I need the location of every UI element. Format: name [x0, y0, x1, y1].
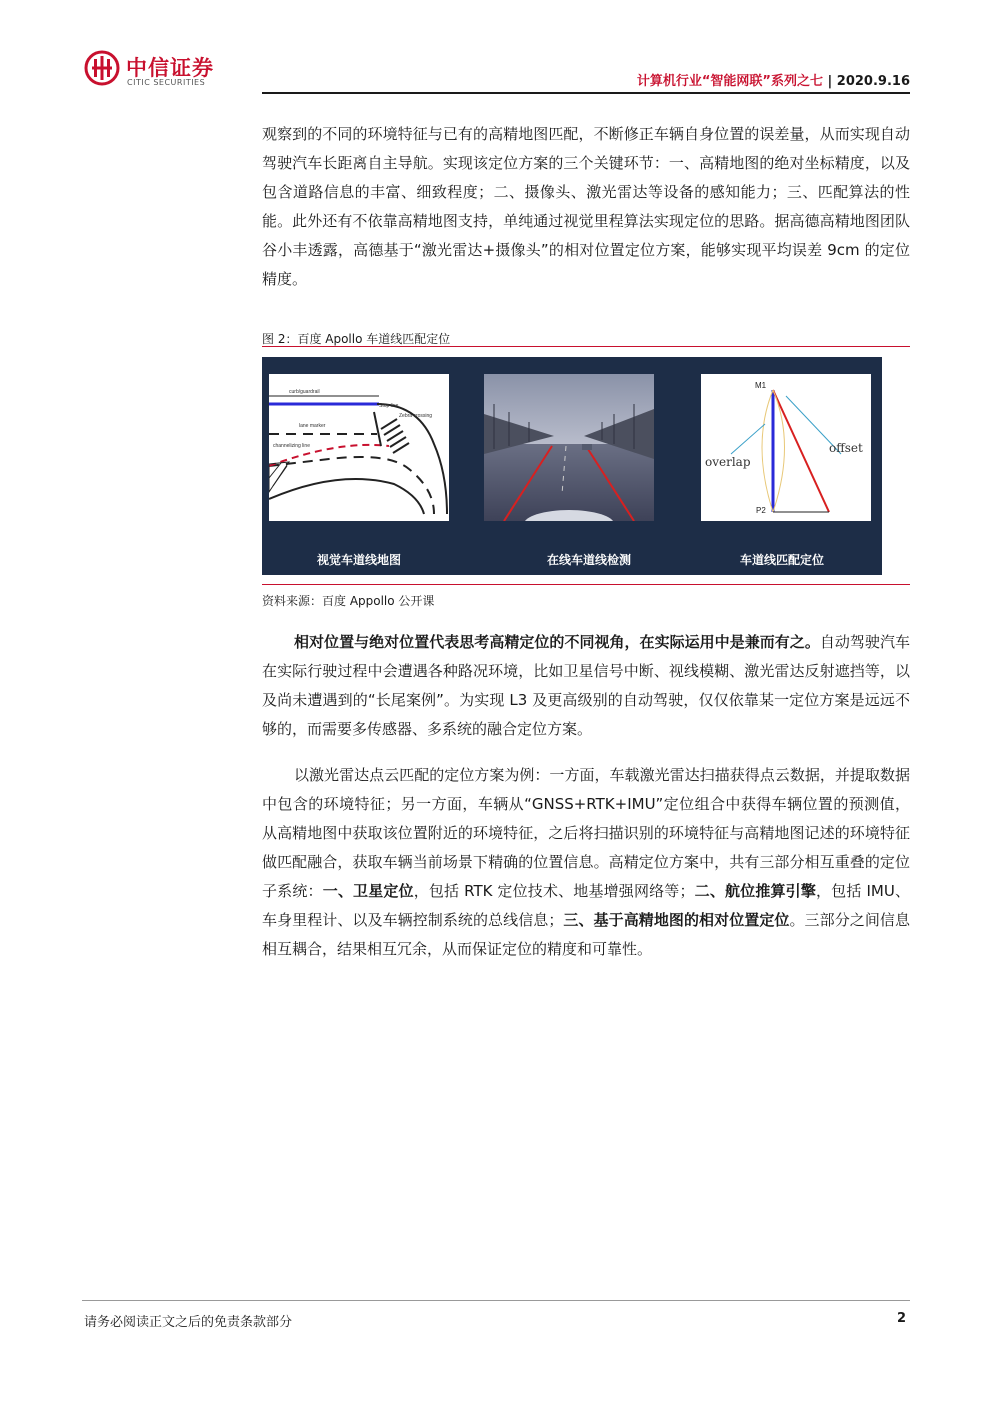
para3-bold-1: 一、卫星定位 [322, 882, 414, 900]
title-separator: | [822, 74, 837, 89]
figure-bottom-rule [262, 584, 910, 585]
match-label-overlap: overlap [705, 455, 751, 469]
map-label-curb: curb/guardrail [289, 389, 320, 395]
para3-bold-2: 二、航位推算引擎 [694, 882, 817, 900]
para3-text-4: 。三部分之间信息相互耦合，结果相互冗余，从而保证定位的精度和可靠性。 [262, 911, 910, 958]
footer-disclaimer: 请务必阅读正文之后的免责条款部分 [84, 1315, 293, 1330]
header-rule [262, 92, 910, 94]
para3-text-1: 以激光雷达点云匹配的定位方案为例：一方面，车载激光雷达扫描获得点云数据，并提取数据中包含的环境特征；另一方面，车辆从“GNSS+RTK+IMU”定位组合中获得车辆位置的预测值，从高精地图中获取该位置附近的环境特征，之后将扫描识别的环境特征与高精地图记述的环境特征做匹配融合，获取车辆当前场景下精确的位置信息。高精定位方案中，共有三部分相互重叠的定位子系统： [262, 766, 910, 900]
report-title [637, 70, 910, 89]
panel-label-detection: 在线车道线检测 [547, 553, 632, 567]
page-number: 2 [896, 1311, 906, 1326]
report-date: 2020.9.16 [836, 74, 910, 89]
paragraph-2 [262, 628, 910, 744]
paragraph-3 [262, 761, 910, 964]
figure-image [262, 357, 882, 575]
para3-bold-3: 三、基于高精地图的相对位置定位 [563, 911, 790, 929]
map-label-zebra: Zebra crossing [399, 413, 433, 419]
citic-logo-icon [84, 50, 120, 86]
match-label-offset: offset [829, 441, 863, 455]
para3-text-2: ，包括 RTK 定位技术、地基增强网络等； [413, 882, 695, 900]
footer-rule [82, 1300, 910, 1301]
logo-text-en: CITIC SECURITIES [127, 78, 206, 87]
intro-paragraph [262, 120, 910, 294]
map-label-lane-marker: lane marker [299, 423, 326, 429]
lane-map-panel [269, 374, 449, 521]
logo-text-cn: 中信证券 [126, 55, 214, 80]
match-label-p2: P2 [756, 506, 766, 515]
figure-source: 资料来源：百度 Appollo 公开课 [262, 594, 435, 608]
map-label-stop-line: Stop line [379, 403, 399, 409]
report-series: 计算机行业“智能网联”系列之七 [636, 74, 823, 89]
camera-view-panel [484, 374, 654, 521]
match-label-m1: M1 [755, 381, 767, 390]
intro-text: 观察到的不同的环境特征与已有的高精地图匹配，不断修正车辆自身位置的误差量，从而实现自动驾驶汽车长距离自主导航。实现该定位方案的三个关键环节：一、高精地图的绝对坐标精度，以及包含道路信息的丰富、细致程度；二、摄像头、激光雷达等设备的感知能力；三、匹配算法的性能。此外还有不依靠高精地图支持，单纯通过视觉里程算法实现定位的思路。据高德高精地图团队谷小丰透露，高德基于“激光雷达+摄像头”的相对位置定位方案，能够实现平均误差 9cm 的定位精度。 [262, 125, 910, 288]
lane-matching-panel [701, 374, 871, 521]
figure-caption: 图 2：百度 Apollo 车道线匹配定位 [262, 332, 451, 346]
panel-label-map: 视觉车道线地图 [317, 553, 402, 567]
para2-text: 自动驾驶汽车在实际行驶过程中会遭遇各种路况环境，比如卫星信号中断、视线模糊、激光雷达反射遮挡等，以及尚未遭遇到的“长尾案例”。为实现 L3 及更高级别的自动驾驶，仅仅依靠某一定位方案是远远不够的，而需要多传感器、多系统的融合定位方案。 [262, 633, 910, 738]
para2-bold: 相对位置与绝对位置代表思考高精定位的不同视角，在实际运用中是兼而有之。 [294, 633, 820, 651]
figure-top-rule [262, 346, 910, 347]
para3-text-3: ，包括 IMU、车身里程计、以及车辆控制系统的总线信息； [262, 882, 910, 929]
map-label-channelizing: channelizing line [273, 443, 310, 449]
panel-label-matching: 车道线匹配定位 [740, 553, 825, 567]
